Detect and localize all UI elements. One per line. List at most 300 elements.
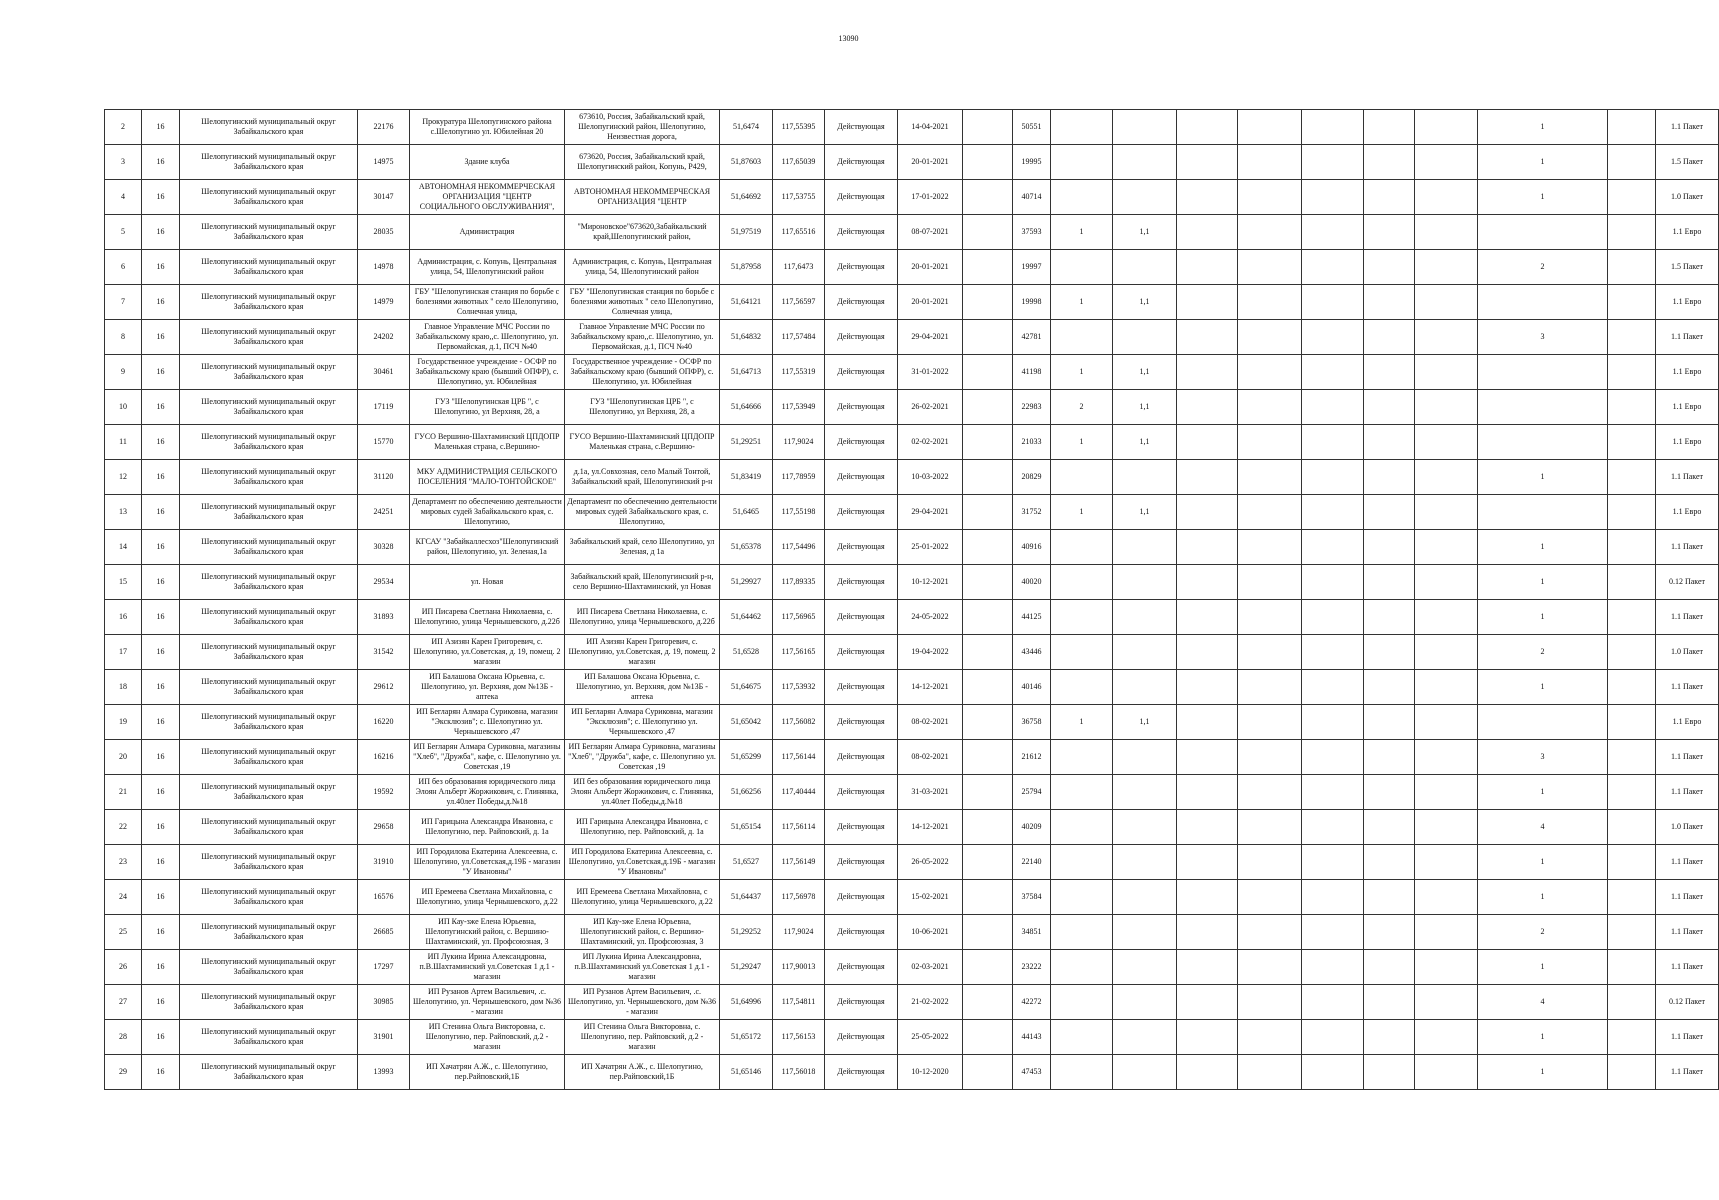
- table-cell: [410, 950, 565, 985]
- cell-text: 16: [156, 857, 165, 866]
- table-cell: [773, 145, 825, 180]
- cell-text: 13993: [373, 1067, 394, 1076]
- table-cell: [1478, 145, 1608, 180]
- table-cell: [180, 495, 358, 530]
- cell-text: 40146: [1021, 682, 1042, 691]
- cell-text: 2: [121, 122, 125, 131]
- table-cell: [1302, 285, 1364, 320]
- cell-text: 30461: [373, 367, 394, 376]
- cell-text: 31542: [373, 647, 394, 656]
- table-cell: [180, 705, 358, 740]
- table-cell: [410, 285, 565, 320]
- table-cell: [1478, 495, 1608, 530]
- table-cell: [898, 880, 963, 915]
- table-cell: [1177, 705, 1238, 740]
- table-cell: [720, 635, 773, 670]
- cell-text: 21: [119, 787, 127, 796]
- table-cell: [105, 845, 142, 880]
- table-cell: [105, 250, 142, 285]
- cell-text: 24251: [373, 507, 394, 516]
- cell-text: 117,56965: [781, 612, 816, 621]
- table-cell: [1113, 880, 1177, 915]
- table-cell: [1415, 705, 1478, 740]
- table-cell: [1415, 425, 1478, 460]
- table-cell: [773, 670, 825, 705]
- cell-text: 29-04-2021: [911, 332, 949, 341]
- table-cell: [1478, 705, 1608, 740]
- table-cell: [1478, 110, 1608, 145]
- table-cell: [825, 215, 898, 250]
- cell-text: 1.1 Пакет: [1670, 787, 1704, 796]
- table-cell: [1415, 985, 1478, 1020]
- table-cell: [1013, 495, 1051, 530]
- table-cell: [1177, 985, 1238, 1020]
- table-cell: [410, 530, 565, 565]
- table-cell: [825, 915, 898, 950]
- table-cell: [1302, 390, 1364, 425]
- table-cell: [1013, 110, 1051, 145]
- cell-text: 1: [1079, 227, 1084, 236]
- table-cell: [1013, 1055, 1051, 1090]
- table-cell: [565, 635, 720, 670]
- cell-text: Действующая: [837, 437, 885, 446]
- cell-text: 51,87603: [731, 157, 761, 166]
- table-cell: [1364, 810, 1415, 845]
- cell-text: 14-04-2021: [911, 122, 949, 131]
- table-cell: [1608, 250, 1656, 285]
- cell-text: 117,56018: [781, 1067, 816, 1076]
- table-cell: [963, 1020, 1013, 1055]
- table-cell: [720, 880, 773, 915]
- table-cell: [1656, 110, 1719, 145]
- cell-text: 28: [119, 1032, 127, 1041]
- table-cell: [1302, 775, 1364, 810]
- table-cell: [1608, 1055, 1656, 1090]
- cell-text: 51,87958: [731, 262, 761, 271]
- table-cell: [1051, 285, 1113, 320]
- table-cell: [565, 320, 720, 355]
- cell-text: Действующая: [837, 577, 885, 586]
- table-cell: [1478, 390, 1608, 425]
- table-cell: [1478, 1020, 1608, 1055]
- cell-text: 51,6528: [733, 647, 759, 656]
- table-cell: [1302, 845, 1364, 880]
- cell-text: 1: [1540, 787, 1545, 796]
- table-cell: [142, 775, 180, 810]
- table-cell: [898, 950, 963, 985]
- table-cell: [825, 1020, 898, 1055]
- cell-text: ИП Кау-зже Елена Юрьевна, Шелопугинский район, с. Вершино-Шахтаминский, ул. Профсоюзная, 3: [425, 917, 549, 946]
- table-cell: [105, 495, 142, 530]
- table-cell: [142, 285, 180, 320]
- table-cell: [180, 740, 358, 775]
- cell-text: Шелопугинский муниципальный округ Забайкальского края: [201, 887, 336, 906]
- table-cell: [720, 530, 773, 565]
- cell-text: 15770: [373, 437, 394, 446]
- table-cell: [105, 985, 142, 1020]
- table-cell: [1013, 740, 1051, 775]
- table-cell: [1013, 1020, 1051, 1055]
- table-cell: [142, 180, 180, 215]
- cell-text: 1.1 Евро: [1672, 717, 1702, 726]
- cell-text: 6: [121, 262, 125, 271]
- table-cell: [898, 355, 963, 390]
- table-cell: [720, 705, 773, 740]
- table-cell: [1415, 810, 1478, 845]
- table-cell: [410, 915, 565, 950]
- table-cell: [773, 495, 825, 530]
- cell-text: 1: [1540, 857, 1545, 866]
- table-cell: [1113, 425, 1177, 460]
- table-cell: [1656, 460, 1719, 495]
- table-cell: [1113, 740, 1177, 775]
- table-cell: [1177, 880, 1238, 915]
- cell-text: 29612: [373, 682, 394, 691]
- table-cell: [1656, 565, 1719, 600]
- cell-text: 29: [119, 1067, 127, 1076]
- table-cell: [1238, 985, 1302, 1020]
- table-cell: [898, 985, 963, 1020]
- cell-text: Забайкальский край, Шелопугинский р-н, село Вершино-Шахтаминский, ул Новая: [570, 572, 714, 591]
- table-cell: [1478, 880, 1608, 915]
- table-cell: [142, 495, 180, 530]
- cell-text: 117,56082: [781, 717, 816, 726]
- table-cell: [1302, 635, 1364, 670]
- table-cell: [358, 565, 410, 600]
- table-cell: [1013, 565, 1051, 600]
- table-cell: [1364, 460, 1415, 495]
- table-cell: [1013, 880, 1051, 915]
- table-cell: [1113, 1020, 1177, 1055]
- cell-text: 7: [121, 297, 125, 306]
- cell-text: ИП Хачатрян А.Ж., с. Шелопугино, пер.Райповский,1Б: [581, 1062, 703, 1081]
- table-cell: [1364, 740, 1415, 775]
- table-cell: [825, 635, 898, 670]
- cell-text: Прокуратура Шелопугинского района с.Шелопугино ул. Юбилейная 20: [422, 117, 552, 136]
- cell-text: 117,54496: [781, 542, 816, 551]
- table-cell: [358, 530, 410, 565]
- cell-text: 1: [1540, 157, 1545, 166]
- cell-text: 117,55395: [781, 122, 816, 131]
- table-cell: [565, 495, 720, 530]
- table-cell: [1364, 425, 1415, 460]
- cell-text: 42272: [1021, 997, 1042, 1006]
- table-cell: [1478, 320, 1608, 355]
- table-cell: [1656, 530, 1719, 565]
- cell-text: 11: [119, 437, 127, 446]
- cell-text: 31-01-2022: [911, 367, 949, 376]
- cell-text: 28035: [373, 227, 394, 236]
- cell-text: Шелопугинский муниципальный округ Забайкальского края: [201, 1027, 336, 1046]
- table-cell: [180, 460, 358, 495]
- table-cell: [1608, 320, 1656, 355]
- table-cell: [773, 530, 825, 565]
- table-cell: [898, 460, 963, 495]
- cell-text: 117,56597: [781, 297, 816, 306]
- table-cell: [1177, 250, 1238, 285]
- table-cell: [963, 985, 1013, 1020]
- table-cell: [1302, 355, 1364, 390]
- table-cell: [963, 950, 1013, 985]
- table-cell: [825, 880, 898, 915]
- table-cell: [1415, 915, 1478, 950]
- cell-text: 1: [1540, 122, 1545, 131]
- cell-text: ИП Азизян Карен Григоревич, с. Шелопугино, ул.Советская, д. 19, помещ. 2 магазин: [413, 637, 561, 666]
- table-row: [105, 530, 1719, 565]
- table-cell: [1364, 1055, 1415, 1090]
- table-row: [105, 355, 1719, 390]
- table-cell: [1013, 250, 1051, 285]
- cell-text: 117,56149: [781, 857, 816, 866]
- table-cell: [105, 915, 142, 950]
- table-cell: [565, 775, 720, 810]
- cell-text: Действующая: [837, 507, 885, 516]
- table-cell: [720, 740, 773, 775]
- table-cell: [963, 320, 1013, 355]
- table-cell: [1238, 810, 1302, 845]
- table-cell: [1302, 705, 1364, 740]
- table-cell: [1177, 915, 1238, 950]
- table-cell: [142, 145, 180, 180]
- cell-text: Шелопугинский муниципальный округ Забайкальского края: [201, 292, 336, 311]
- table-cell: [1364, 915, 1415, 950]
- table-cell: [1302, 530, 1364, 565]
- table-cell: [773, 880, 825, 915]
- cell-text: 30147: [373, 192, 394, 201]
- table-cell: [358, 425, 410, 460]
- cell-text: 08-02-2021: [911, 717, 949, 726]
- cell-text: 1: [1540, 192, 1545, 201]
- cell-text: Действующая: [837, 822, 885, 831]
- table-cell: [410, 110, 565, 145]
- table-cell: [773, 215, 825, 250]
- cell-text: 16: [156, 787, 165, 796]
- table-cell: [410, 250, 565, 285]
- cell-text: 19998: [1021, 297, 1042, 306]
- cell-text: Действующая: [837, 997, 885, 1006]
- table-cell: [1013, 670, 1051, 705]
- table-cell: [825, 390, 898, 425]
- cell-text: ИП Стенина Ольга Викторовна, с. Шелопугино, пер. Райповский, д.2 - магазин: [425, 1022, 549, 1051]
- cell-text: ИП Балашова Оксана Юрьевна, с. Шелопугино, ул. Верхняя, дом №13Б - аптека: [421, 672, 553, 701]
- table-cell: [565, 355, 720, 390]
- cell-text: 26-02-2021: [911, 402, 949, 411]
- table-cell: [1302, 145, 1364, 180]
- cell-text: 673610, Россия, Забайкальский край, Шелопугинский район, Шелопугино, Неизвестная дорога,: [578, 112, 706, 141]
- cell-text: 51,65378: [731, 542, 761, 551]
- cell-text: 3: [1540, 752, 1545, 761]
- table-cell: [1238, 460, 1302, 495]
- table-cell: [1302, 1055, 1364, 1090]
- cell-text: 21-02-2022: [911, 997, 949, 1006]
- table-cell: [1364, 495, 1415, 530]
- table-cell: [1608, 565, 1656, 600]
- table-cell: [1013, 775, 1051, 810]
- table-cell: [358, 1020, 410, 1055]
- cell-text: ИП Балашова Оксана Юрьевна, с. Шелопугино, ул. Верхняя, дом №13Б - аптека: [576, 672, 708, 701]
- cell-text: 21612: [1021, 752, 1042, 761]
- table-cell: [1302, 915, 1364, 950]
- table-cell: [1608, 215, 1656, 250]
- table-cell: [1364, 880, 1415, 915]
- cell-text: 3: [121, 157, 125, 166]
- table-cell: [1364, 670, 1415, 705]
- table-cell: [1051, 250, 1113, 285]
- cell-text: 14978: [373, 262, 394, 271]
- table-cell: [1238, 355, 1302, 390]
- cell-text: 16216: [373, 752, 394, 761]
- cell-text: 29658: [373, 822, 394, 831]
- table-cell: [1478, 915, 1608, 950]
- cell-text: Шелопугинский муниципальный округ Забайкальского края: [201, 502, 336, 521]
- cell-text: 30985: [373, 997, 394, 1006]
- table-cell: [1608, 740, 1656, 775]
- table-cell: [1113, 320, 1177, 355]
- cell-text: Шелопугинский муниципальный округ Забайкальского края: [201, 677, 336, 696]
- cell-text: 47453: [1021, 1067, 1042, 1076]
- cell-text: 30328: [373, 542, 394, 551]
- table-cell: [1478, 635, 1608, 670]
- cell-text: ИП Писарева Светлана Николаевна, с. Шелопугино, улица Чернышевского, д.22б: [414, 607, 560, 626]
- table-cell: [1238, 845, 1302, 880]
- table-cell: [720, 1055, 773, 1090]
- cell-text: Шелопугинский муниципальный округ Забайкальского края: [201, 327, 336, 346]
- cell-text: 117,57484: [781, 332, 816, 341]
- cell-text: 20-01-2021: [911, 262, 949, 271]
- registry-table: [104, 109, 1719, 1090]
- cell-text: 51,6527: [733, 857, 759, 866]
- table-row: [105, 740, 1719, 775]
- cell-text: 1: [1540, 962, 1545, 971]
- table-cell: [142, 705, 180, 740]
- table-cell: [1608, 390, 1656, 425]
- table-cell: [410, 460, 565, 495]
- table-cell: [1113, 460, 1177, 495]
- table-cell: [1415, 670, 1478, 705]
- cell-text: 117,9024: [783, 927, 814, 936]
- cell-text: 3: [1540, 332, 1545, 341]
- cell-text: Департамент по обеспечению деятельности мировых судей Забайкальского края, с. Шелопугино,: [412, 497, 562, 526]
- table-cell: [1415, 355, 1478, 390]
- cell-text: 4: [121, 192, 125, 201]
- table-cell: [410, 600, 565, 635]
- cell-text: ИП Хачатрян А.Ж., с. Шелопугино, пер.Райповский,1Б: [426, 1062, 548, 1081]
- cell-text: 1,1: [1139, 367, 1150, 376]
- cell-text: 1.1 Пакет: [1670, 962, 1704, 971]
- cell-text: 22176: [373, 122, 394, 131]
- table-cell: [1177, 950, 1238, 985]
- table-cell: [1051, 215, 1113, 250]
- cell-text: 02-02-2021: [911, 437, 949, 446]
- table-cell: [142, 600, 180, 635]
- table-cell: [1177, 110, 1238, 145]
- table-cell: [105, 215, 142, 250]
- cell-text: 51,65042: [731, 717, 761, 726]
- table-cell: [358, 390, 410, 425]
- table-cell: [142, 355, 180, 390]
- cell-text: Забайкальский край, село Шелопугино, ул Зеленая, д 1а: [569, 537, 715, 556]
- table-row: [105, 705, 1719, 740]
- cell-text: 51,64692: [731, 192, 761, 201]
- cell-text: Шелопугинский муниципальный округ Забайкальского края: [201, 537, 336, 556]
- cell-text: 17: [119, 647, 127, 656]
- cell-text: 117,56153: [781, 1032, 816, 1041]
- cell-text: 17297: [373, 962, 394, 971]
- table-cell: [1051, 810, 1113, 845]
- cell-text: 31901: [373, 1032, 394, 1041]
- table-body: [105, 110, 1719, 1090]
- cell-text: 51,29927: [731, 577, 761, 586]
- table-row: [105, 1055, 1719, 1090]
- cell-text: 40020: [1021, 577, 1042, 586]
- table-cell: [1478, 810, 1608, 845]
- cell-text: Шелопугинский муниципальный округ Забайкальского края: [201, 957, 336, 976]
- table-cell: [1415, 1020, 1478, 1055]
- cell-text: 16: [156, 962, 165, 971]
- table-cell: [1302, 320, 1364, 355]
- table-cell: [825, 600, 898, 635]
- cell-text: 1.1 Пакет: [1670, 892, 1704, 901]
- table-cell: [105, 600, 142, 635]
- cell-text: 117,65516: [781, 227, 816, 236]
- table-cell: [180, 880, 358, 915]
- table-cell: [1051, 495, 1113, 530]
- table-cell: [142, 460, 180, 495]
- table-cell: [720, 425, 773, 460]
- table-cell: [1656, 670, 1719, 705]
- cell-text: 16: [156, 437, 165, 446]
- table-cell: [1364, 180, 1415, 215]
- table-cell: [1302, 880, 1364, 915]
- cell-text: Действующая: [837, 227, 885, 236]
- table-cell: [410, 180, 565, 215]
- table-cell: [1051, 915, 1113, 950]
- cell-text: 1.1 Пакет: [1670, 612, 1704, 621]
- cell-text: Действующая: [837, 402, 885, 411]
- table-cell: [1656, 985, 1719, 1020]
- cell-text: Государственное учреждение - ОСФР по Забайкальскому краю (бывший ОПФР), с. Шелопугино, ул. Юбилейная: [415, 357, 559, 386]
- table-cell: [358, 705, 410, 740]
- table-cell: [825, 775, 898, 810]
- table-cell: [1415, 145, 1478, 180]
- cell-text: ИП Рузанов Артем Васильевич, .с. Шелопугино, ул. Чернышевского, дом №36 - магазин: [413, 987, 561, 1016]
- table-cell: [358, 250, 410, 285]
- table-row: [105, 215, 1719, 250]
- cell-text: 51,64996: [731, 997, 761, 1006]
- cell-text: 1.1 Пакет: [1670, 332, 1704, 341]
- table-cell: [1415, 110, 1478, 145]
- table-cell: [1364, 530, 1415, 565]
- cell-text: Шелопугинский муниципальный округ Забайкальского края: [201, 362, 336, 381]
- cell-text: 02-03-2021: [911, 962, 949, 971]
- cell-text: 51,6474: [733, 122, 759, 131]
- cell-text: 16: [156, 647, 165, 656]
- table-cell: [1177, 495, 1238, 530]
- cell-text: Шелопугинский муниципальный округ Забайкальского края: [201, 257, 336, 276]
- table-cell: [1238, 1020, 1302, 1055]
- cell-text: Главное Управление МЧС России по Забайкальскому краю,,с. Шелопугино, ул. Первомайская, д.1, ПСЧ №40: [570, 322, 714, 351]
- table-cell: [825, 530, 898, 565]
- cell-text: ИП Бегларян Алмара Суриковна, магазин "Эксклюзив"; с. Шелопугино ул. Чернышевского ,47: [571, 707, 713, 736]
- table-cell: [1177, 1020, 1238, 1055]
- table-cell: [358, 180, 410, 215]
- table-cell: [180, 950, 358, 985]
- table-cell: [1478, 215, 1608, 250]
- table-cell: [963, 635, 1013, 670]
- cell-text: 18: [119, 682, 127, 691]
- table-cell: [410, 810, 565, 845]
- cell-text: 16: [156, 297, 165, 306]
